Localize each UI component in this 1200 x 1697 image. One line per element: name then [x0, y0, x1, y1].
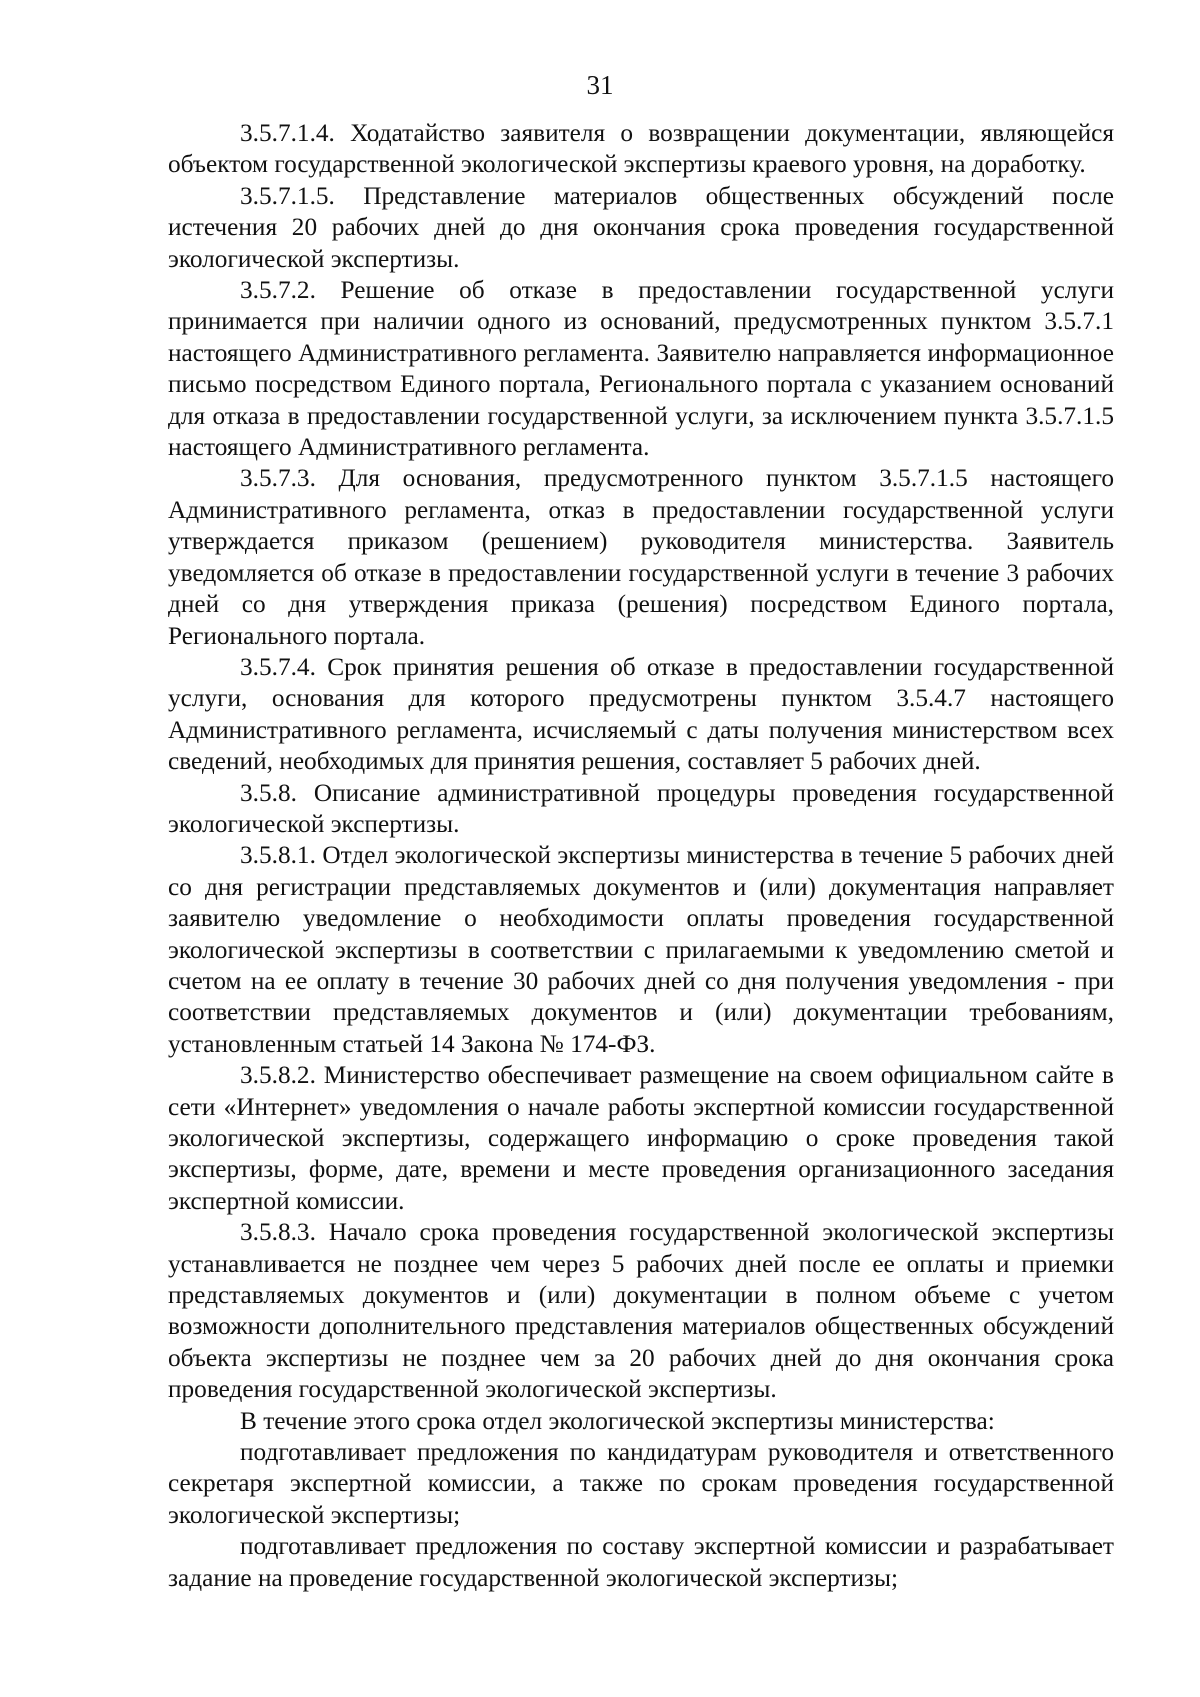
paragraph: подготавливает предложения по кандидатурам руководителя и ответственного секретаря экспертной комиссии, а также по срокам проведения государственной экологической экспертизы;	[168, 1438, 1114, 1529]
paragraph: В течение этого срока отдел экологической экспертизы министерства:	[240, 1406, 995, 1435]
paragraph: 3.5.8.1. Отдел экологической экспертизы министерства в течение 5 рабочих дней со дня регистрации представляемых документов и (или) документация направляет заявителю уведомление о необходимости оплаты проведения государственной экологической экспертизы в соответствии с прилагаемыми к уведомлению сметой и счетом на ее оплату в течение 30 рабочих дней со дня получения уведомления - при соответствии представляемых документов и (или) документации требованиям, установленным статьей 14 Закона № 174-ФЗ.	[168, 841, 1114, 1058]
paragraph: 3.5.7.2. Решение об отказе в предоставлении государственной услуги принимается при наличии одного из оснований, предусмотренных пунктом 3.5.7.1 настоящего Административного регламента. Заявителю направляется информационное письмо посредством Единого портала, Регионального портала с указанием оснований для отказа в предоставлении государственной услуги, за исключением пункта 3.5.7.1.5 настоящего Административного регламента.	[168, 276, 1114, 462]
paragraph: 3.5.8. Описание административной процедуры проведения государственной экологической экспертизы.	[168, 778, 1114, 838]
paragraph: 3.5.7.1.4. Ходатайство заявителя о возвращении документации, являющейся объектом государственной экологической экспертизы краевого уровня, на доработку.	[168, 119, 1114, 179]
paragraph: 3.5.8.2. Министерство обеспечивает размещение на своем официальном сайте в сети «Интернет» уведомления о начале работы экспертной комиссии государственной экологической экспертизы, содержащего информацию о сроке проведения такой экспертизы, форме, дате, времени и месте проведения организационного заседания экспертной комиссии.	[168, 1061, 1114, 1215]
paragraph: подготавливает предложения по составу экспертной комиссии и разрабатывает задание на проведение государственной экологической экспертизы;	[168, 1532, 1114, 1592]
document-body	[168, 118, 1114, 1594]
paragraph: 3.5.8.3. Начало срока проведения государственной экологической экспертизы устанавливается не позднее чем через 5 рабочих дней после ее оплаты и приемки представляемых документов и (или) документации в полном объеме с учетом возможности дополнительного представления материалов общественных обсуждений объекта экспертизы не позднее чем за 20 рабочих дней до дня окончания срока проведения государственной экологической экспертизы.	[168, 1218, 1114, 1404]
paragraph: 3.5.7.1.5. Представление материалов общественных обсуждений после истечения 20 рабочих дней до дня окончания срока проведения государственной экологической экспертизы.	[168, 181, 1114, 273]
paragraph: 3.5.7.4. Срок принятия решения об отказе в предоставлении государственной услуги, основания для которого предусмотрены пунктом 3.5.4.7 настоящего Административного регламента, исчисляемый с даты получения министерством всех сведений, необходимых для принятия решения, составляет 5 рабочих дней.	[168, 652, 1114, 776]
page-number: 31	[586, 70, 614, 100]
paragraph: 3.5.7.3. Для основания, предусмотренного пунктом 3.5.7.1.5 настоящего Административного регламента, отказ в предоставлении государственной услуги утверждается приказом (решением) руководителя министерства. Заявитель уведомляется об отказе в предоставлении государственной услуги в течение 3 рабочих дней со дня утверждения приказа (решения) посредством Единого портала, Регионального портала.	[168, 464, 1114, 650]
